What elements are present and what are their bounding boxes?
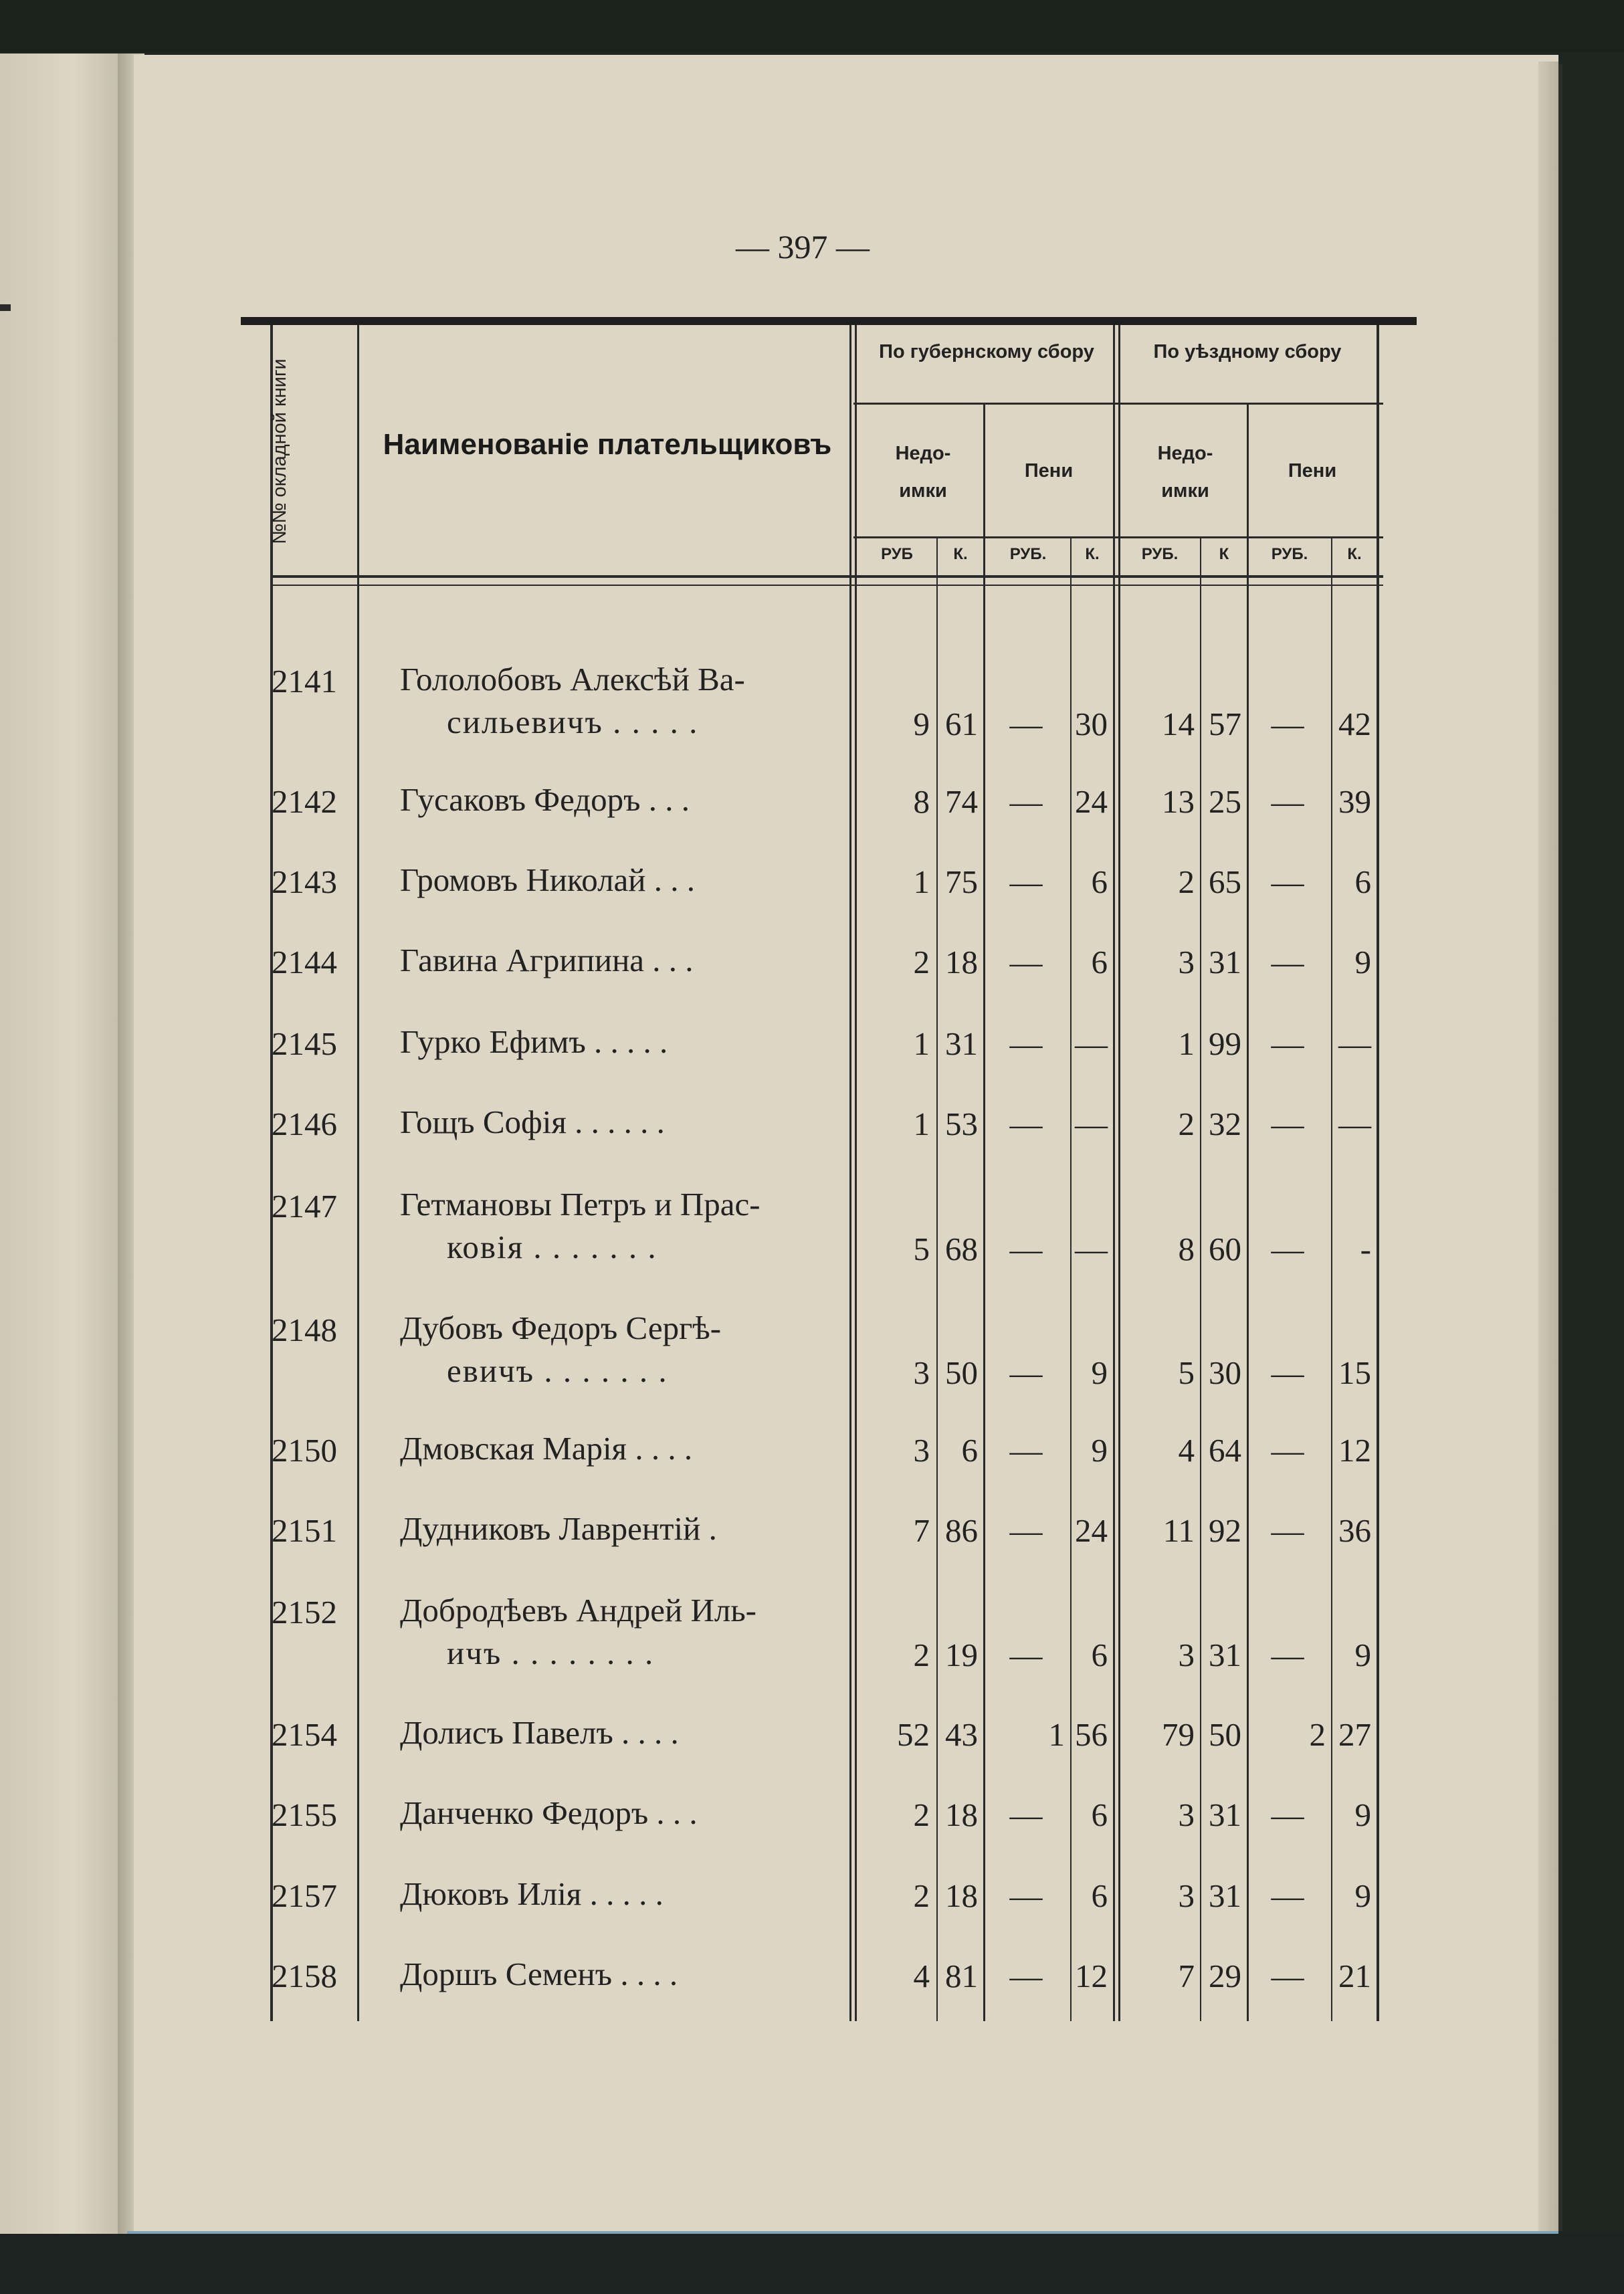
cell-qk: 9 xyxy=(1354,1637,1371,1673)
cell-qr: — xyxy=(1271,1106,1304,1142)
cell-gr: 8 xyxy=(913,783,930,820)
cell-uk: 25 xyxy=(1209,783,1241,820)
scan-background-top xyxy=(0,0,1624,52)
cell-gk: 31 xyxy=(945,1025,978,1062)
cell-pk: 9 xyxy=(1091,1432,1108,1469)
cell-ur: 4 xyxy=(1178,1432,1195,1469)
cell-qk: 27 xyxy=(1338,1716,1371,1753)
table-rule xyxy=(1118,325,1120,2021)
book-number: 2151 xyxy=(272,1512,337,1549)
page-edge xyxy=(1538,62,1558,2234)
payer-name-continued: евичъ . . . . . . . xyxy=(447,1352,668,1389)
cell-ur: 3 xyxy=(1178,1877,1195,1914)
cell-qk: 36 xyxy=(1338,1512,1371,1549)
cell-pr: — xyxy=(1009,944,1043,980)
cell-ur: 14 xyxy=(1162,706,1195,742)
cell-qk: 9 xyxy=(1354,944,1371,980)
column-header-payer-name: Наименованіе плательщиковъ xyxy=(383,428,832,461)
cell-ur: 1 xyxy=(1178,1025,1195,1062)
cell-gk: 18 xyxy=(945,1796,978,1833)
subheader-rub: РУБ. xyxy=(1141,545,1179,563)
subheader-kop: К xyxy=(1219,545,1229,563)
book-number: 2145 xyxy=(272,1025,337,1062)
cell-pr: — xyxy=(1009,706,1043,742)
cell-qk: 6 xyxy=(1354,863,1371,900)
column-header-book-number: №№ окладной книги xyxy=(269,358,290,544)
cell-gr: 7 xyxy=(913,1512,930,1549)
cell-gr: 2 xyxy=(913,944,930,980)
cell-ur: 2 xyxy=(1178,863,1195,900)
cell-gr: 3 xyxy=(913,1354,930,1391)
cell-ur: 11 xyxy=(1162,1512,1195,1549)
cell-pk: — xyxy=(1075,1106,1108,1142)
cell-gk: 81 xyxy=(945,1958,978,1994)
book-number: 2148 xyxy=(272,1312,337,1348)
cell-qr: — xyxy=(1271,1877,1304,1914)
column-header-provincial: По губернскому сбору xyxy=(879,341,1094,362)
top-rule xyxy=(241,317,1417,325)
cell-uk: 31 xyxy=(1209,1796,1241,1833)
cell-pr: — xyxy=(1009,1512,1043,1549)
cell-gk: 6 xyxy=(961,1432,978,1469)
cell-pk: 6 xyxy=(1091,1877,1108,1914)
cell-ur: 8 xyxy=(1178,1231,1195,1267)
book-number: 2155 xyxy=(272,1796,337,1833)
payer-name: Гурко Ефимъ . . . . . xyxy=(400,1023,668,1060)
column-header-provincial-penalties: Пени xyxy=(1024,460,1074,482)
cell-uk: 65 xyxy=(1209,863,1241,900)
page-edge-shadow xyxy=(1558,64,1562,2231)
payer-name: Гусаковъ Федоръ . . . xyxy=(400,781,690,818)
cell-ur: 2 xyxy=(1178,1106,1195,1142)
payer-name: Гололобовъ Алексѣй Ва- xyxy=(400,661,745,698)
table-rule xyxy=(1377,325,1379,2021)
table-rule xyxy=(983,404,985,2021)
cell-gr: 2 xyxy=(913,1796,930,1833)
cell-gr: 1 xyxy=(913,1025,930,1062)
payer-name: Данченко Федоръ . . . xyxy=(400,1794,698,1831)
book-number: 2147 xyxy=(272,1188,337,1225)
cell-pk: 6 xyxy=(1091,944,1108,980)
cell-pr: — xyxy=(1009,1877,1043,1914)
payer-name-continued: ковія . . . . . . . xyxy=(447,1229,657,1265)
table-rule xyxy=(1247,404,1249,2021)
cell-pk: 6 xyxy=(1091,1637,1108,1673)
payer-name: Дудниковъ Лаврентій . xyxy=(400,1510,717,1547)
cell-gr: 1 xyxy=(913,1106,930,1142)
table-rule xyxy=(272,585,1383,586)
cell-pk: 30 xyxy=(1075,706,1108,742)
cell-qr: — xyxy=(1271,1231,1304,1267)
page-number: — 397 — xyxy=(736,228,870,266)
table-rule xyxy=(849,325,851,2021)
column-header-district-penalties: Пени xyxy=(1288,460,1337,482)
facing-page-mark xyxy=(0,304,11,311)
book-number: 2141 xyxy=(272,663,337,700)
subheader-kop: К. xyxy=(1085,545,1100,563)
book-number: 2152 xyxy=(272,1594,337,1631)
cell-pk: 6 xyxy=(1091,1796,1108,1833)
payer-name: Дубовъ Федоръ Сергѣ- xyxy=(400,1310,722,1346)
cell-gk: 53 xyxy=(945,1106,978,1142)
cell-pk: 12 xyxy=(1075,1958,1108,1994)
cell-pk: 56 xyxy=(1075,1716,1108,1753)
table-rule xyxy=(855,325,857,2021)
cell-pr: — xyxy=(1009,863,1043,900)
cell-pr: — xyxy=(1009,1354,1043,1391)
book-number: 2157 xyxy=(272,1877,337,1914)
cell-qk: 15 xyxy=(1338,1354,1371,1391)
payer-name-continued: ичъ . . . . . . . . xyxy=(447,1635,655,1671)
cell-gr: 5 xyxy=(913,1231,930,1267)
table-rule xyxy=(272,575,1383,578)
cell-pr: — xyxy=(1009,783,1043,820)
book-number: 2158 xyxy=(272,1958,337,1994)
payer-name: Дюковъ Илія . . . . . xyxy=(400,1875,664,1912)
book-number: 2142 xyxy=(272,783,337,820)
cell-uk: 92 xyxy=(1209,1512,1241,1549)
book-number: 2146 xyxy=(272,1106,337,1142)
subheader-kop: К. xyxy=(953,545,968,563)
cell-qr: — xyxy=(1271,1796,1304,1833)
cell-uk: 31 xyxy=(1209,944,1241,980)
table-rule xyxy=(357,325,359,2021)
cell-ur: 3 xyxy=(1178,944,1195,980)
book-number: 2144 xyxy=(272,944,337,980)
cell-gr: 2 xyxy=(913,1637,930,1673)
cell-qr: 2 xyxy=(1309,1716,1326,1753)
cell-pk: 6 xyxy=(1091,863,1108,900)
cell-pk: 24 xyxy=(1075,1512,1108,1549)
cell-qr: — xyxy=(1271,1354,1304,1391)
cell-uk: 32 xyxy=(1209,1106,1241,1142)
cell-gk: 18 xyxy=(945,944,978,980)
cell-qk: 9 xyxy=(1354,1796,1371,1833)
cell-qk: 39 xyxy=(1338,783,1371,820)
cell-pr: — xyxy=(1009,1231,1043,1267)
column-header-district-arrears: Недо- имки xyxy=(1157,443,1213,502)
cell-pk: 9 xyxy=(1091,1354,1108,1391)
cell-qr: — xyxy=(1271,783,1304,820)
payer-name: Гетмановы Петръ и Прас- xyxy=(400,1186,760,1223)
book-number: 2154 xyxy=(272,1716,337,1753)
cell-qk: 42 xyxy=(1338,706,1371,742)
cell-gk: 50 xyxy=(945,1354,978,1391)
cell-gr: 3 xyxy=(913,1432,930,1469)
cell-gk: 75 xyxy=(945,863,978,900)
cell-ur: 7 xyxy=(1178,1958,1195,1994)
payer-name: Гавина Агрипина . . . xyxy=(400,942,694,978)
cell-ur: 5 xyxy=(1178,1354,1195,1391)
cell-uk: 99 xyxy=(1209,1025,1241,1062)
subheader-rub: РУБ. xyxy=(1271,545,1308,563)
cell-pr: — xyxy=(1009,1106,1043,1142)
cell-qk: 12 xyxy=(1338,1432,1371,1469)
book-number: 2143 xyxy=(272,863,337,900)
cell-pr: — xyxy=(1009,1637,1043,1673)
cell-qk: — xyxy=(1338,1106,1371,1142)
cell-pr: — xyxy=(1009,1958,1043,1994)
cell-ur: 3 xyxy=(1178,1796,1195,1833)
subheader-kop: К. xyxy=(1347,545,1362,563)
cell-uk: 50 xyxy=(1209,1716,1241,1753)
cell-uk: 64 xyxy=(1209,1432,1241,1469)
cell-qk: — xyxy=(1338,1025,1371,1062)
cell-qk: 9 xyxy=(1354,1877,1371,1914)
cell-ur: 79 xyxy=(1162,1716,1195,1753)
subheader-rub: РУБ. xyxy=(1009,545,1047,563)
cell-pk: — xyxy=(1075,1231,1108,1267)
cell-gr: 52 xyxy=(897,1716,930,1753)
column-header-provincial-arrears: Недо- имки xyxy=(895,443,951,502)
cell-gk: 74 xyxy=(945,783,978,820)
cell-gr: 1 xyxy=(913,863,930,900)
cell-pk: — xyxy=(1075,1025,1108,1062)
scan-background-bottom xyxy=(0,2234,1624,2294)
cell-gr: 2 xyxy=(913,1877,930,1914)
cell-uk: 30 xyxy=(1209,1354,1241,1391)
cell-gk: 43 xyxy=(945,1716,978,1753)
column-header-district: По уѣздному сбору xyxy=(1153,341,1342,362)
cell-qk: 21 xyxy=(1338,1958,1371,1994)
payer-name: Добродѣевъ Андрей Иль- xyxy=(400,1592,756,1629)
cell-pk: 24 xyxy=(1075,783,1108,820)
cell-qr: — xyxy=(1271,1025,1304,1062)
cell-gk: 86 xyxy=(945,1512,978,1549)
subheader-rub: РУБ xyxy=(881,545,913,563)
cell-uk: 29 xyxy=(1209,1958,1241,1994)
table-rule xyxy=(270,325,273,2021)
cell-uk: 31 xyxy=(1209,1637,1241,1673)
payer-name: Гощъ Софія . . . . . . xyxy=(400,1104,665,1140)
cell-gk: 19 xyxy=(945,1637,978,1673)
table-rule xyxy=(1113,325,1115,2021)
cell-pr: — xyxy=(1009,1025,1043,1062)
cell-pr: — xyxy=(1009,1796,1043,1833)
cell-gr: 4 xyxy=(913,1958,930,1994)
payer-name: Долисъ Павелъ . . . . xyxy=(400,1714,679,1751)
cell-qr: — xyxy=(1271,944,1304,980)
cell-qr: — xyxy=(1271,863,1304,900)
cell-qk: - xyxy=(1360,1231,1371,1267)
cell-gk: 18 xyxy=(945,1877,978,1914)
cell-ur: 3 xyxy=(1178,1637,1195,1673)
cell-qr: — xyxy=(1271,1512,1304,1549)
table-rule xyxy=(1331,538,1332,2021)
table-rule xyxy=(1070,538,1072,2021)
cell-qr: — xyxy=(1271,1432,1304,1469)
cell-pr: 1 xyxy=(1048,1716,1065,1753)
cell-uk: 57 xyxy=(1209,706,1241,742)
payer-name: Доршъ Семенъ . . . . xyxy=(400,1956,678,1992)
table-rule xyxy=(1200,538,1201,2021)
cell-gk: 61 xyxy=(945,706,978,742)
cell-qr: — xyxy=(1271,1637,1304,1673)
cell-uk: 31 xyxy=(1209,1877,1241,1914)
cell-uk: 60 xyxy=(1209,1231,1241,1267)
cell-qr: — xyxy=(1271,1958,1304,1994)
cell-ur: 13 xyxy=(1162,783,1195,820)
table-rule xyxy=(936,538,938,2021)
cell-qr: — xyxy=(1271,706,1304,742)
cell-gr: 9 xyxy=(913,706,930,742)
payer-name: Громовъ Николай . . . xyxy=(400,861,696,898)
cell-pr: — xyxy=(1009,1432,1043,1469)
payer-name: Дмовская Марія . . . . xyxy=(400,1430,693,1467)
payer-name-continued: сильевичъ . . . . . xyxy=(447,704,699,740)
scan-strip xyxy=(127,2231,1558,2234)
book-number: 2150 xyxy=(272,1432,337,1469)
cell-gk: 68 xyxy=(945,1231,978,1267)
facing-page xyxy=(0,54,131,2235)
